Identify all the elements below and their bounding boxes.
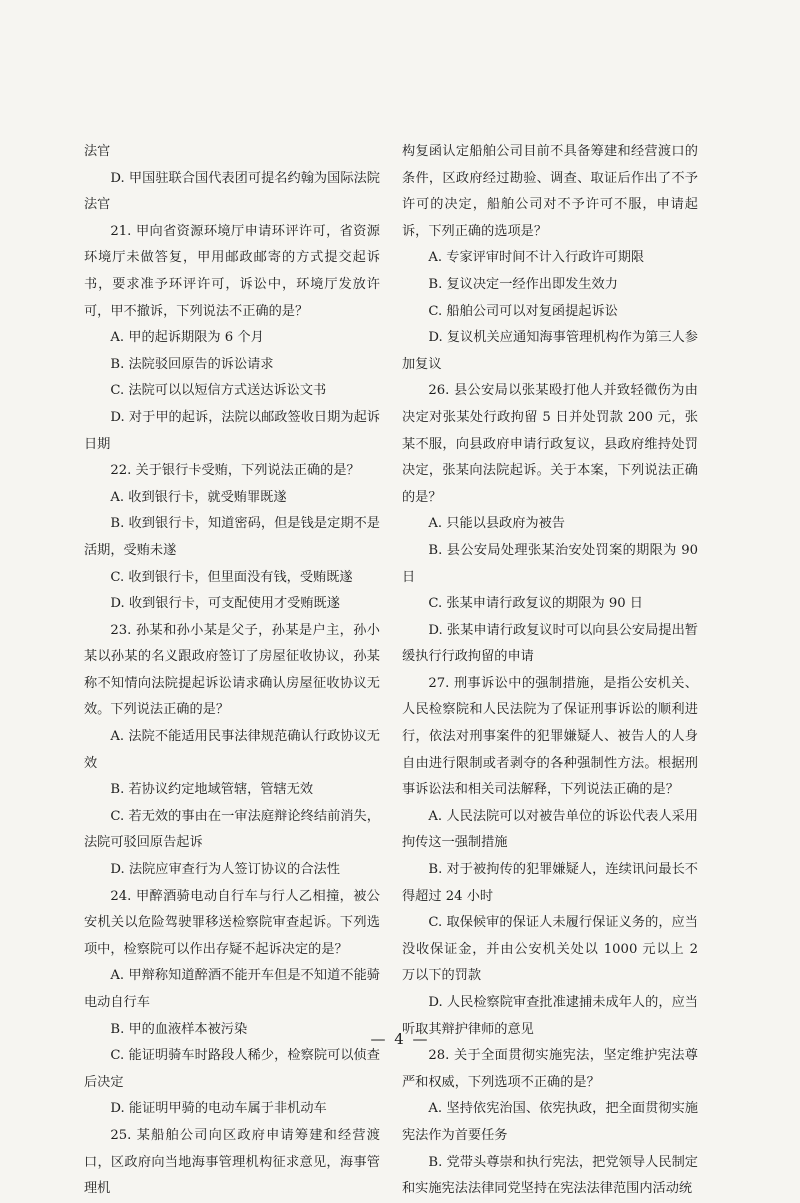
- q21-stem: 21. 甲向省资源环境厅申请环评许可，省资源环境厅未做答复，甲用邮政邮寄的方式提交起诉书，要求准予环评许可，诉讼中，环境厅发放许可，甲不撤诉，下列说法不正确的是？: [84, 223, 380, 319]
- q25-option-a: A. 专家评审时间不计入行政许可期限: [428, 250, 645, 266]
- q25-option-d: D. 复议机关应通知海事管理机构作为第三人参加复议: [402, 330, 698, 372]
- q20-option-d-continuation: 法官: [84, 144, 111, 159]
- q23-option-c: C. 若无效的事由在一审法庭辩论终结前消失，法院可驳回原告起诉: [84, 808, 380, 851]
- q25-stem-start: 25. 某船舶公司向区政府申请筹建和经营渡口，区政府向当地海事管理机构征求意见，海事管理机: [84, 1127, 380, 1197]
- q24-stem: 24. 甲醉酒骑电动自行车与行人乙相撞，被公安机关以危险驾驶罪移送检察院审查起诉。下列选项中，检察院可以作出存疑不起诉决定的是？: [84, 888, 380, 957]
- q27-option-c: C. 取保候审的保证人未履行保证义务的，应当没收保证金，并由公安机关处以 1000 元以上 2 万以下的罚款: [402, 915, 698, 984]
- q21-option-d: D. 对于甲的起诉，法院以邮政签收日期为起诉日期: [84, 409, 380, 452]
- q27-option-d: D. 人民检察院审查批准逮捕未成年人的，应当听取其辩护律师的意见: [402, 995, 698, 1037]
- q25-option-c: C. 船舶公司可以对复函提起诉讼: [428, 303, 618, 319]
- q26-option-a: A. 只能以县政府为被告: [428, 516, 565, 532]
- q28-option-a: A. 坚持依宪治国、依宪执政，把全面贯彻实施宪法作为首要任务: [402, 1101, 698, 1143]
- q26-option-c: C. 张某申请行政复议的期限为 90 日: [428, 596, 643, 612]
- q22-stem: 22. 关于银行卡受贿，下列说法正确的是？: [110, 463, 360, 479]
- q21-option-c: C. 法院可以以短信方式送达诉讼文书: [110, 383, 327, 399]
- q23-option-b: B. 若协议约定地域管辖，管辖无效: [110, 782, 314, 798]
- q27-option-a: A. 人民法院可以对被告单位的诉讼代表人采用拘传这一强制措施: [402, 808, 698, 851]
- q22-option-d: D. 收到银行卡，可支配使用才受贿既遂: [110, 596, 340, 612]
- q27-option-b: B. 对于被拘传的犯罪嫌疑人，连续讯问最长不得超过 24 小时: [402, 862, 698, 904]
- q24-option-c: C. 能证明骑车时路段人稀少，检察院可以侦查后决定: [84, 1048, 380, 1090]
- q25-option-b: B. 复议决定一经作出即发生效力: [428, 276, 618, 292]
- q24-option-a: A. 甲辩称知道醉酒不能开车但是不知道不能骑电动自行车: [84, 968, 380, 1010]
- q26-option-b: B. 县公安局处理张某治安处罚案的期限为 90 日: [402, 542, 698, 585]
- q24-option-b: B. 甲的血液样本被污染: [110, 1021, 248, 1037]
- q21-option-b: B. 法院驳回原告的诉讼请求: [110, 356, 274, 372]
- q22-option-a: A. 收到银行卡，就受贿罪既遂: [110, 489, 287, 505]
- q23-option-a: A. 法院不能适用民事法律规范确认行政协议无效: [84, 729, 380, 771]
- q25-stem-continuation: 构复函认定船舶公司目前不具备筹建和经营渡口的条件，区政府经过勘验、调查、取证后作出了不予许可的决定，船舶公司对不予许可不服，申请起诉，下列正确的选项是？: [402, 144, 698, 239]
- q28-stem: 28. 关于全面贯彻实施宪法，坚定维护宪法尊严和权威，下列选项不正确的是？: [402, 1048, 698, 1090]
- q26-stem: 26. 县公安局以张某殴打他人并致轻微伤为由决定对张某处行政拘留 5 日并处罚款 200 元，张某不服，向县政府申请行政复议，县政府维持处罚决定，张某向法院起诉。关于本案，下列说法正确的是？: [402, 383, 698, 505]
- q22-option-c: C. 收到银行卡，但里面没有钱，受贿既遂: [110, 569, 353, 585]
- page-number: — 4 —: [370, 1030, 430, 1048]
- q28-option-b: B. 党带头尊崇和执行宪法，把党领导人民制定和实施宪法法律同党坚持在宪法法律范围内活动统: [402, 1154, 698, 1197]
- q20-option-d: D. 甲国驻联合国代表团可提名约翰为国际法院法官: [84, 170, 380, 213]
- q24-option-d: D. 能证明甲骑的电动车属于非机动车: [110, 1101, 327, 1117]
- q26-option-d: D. 张某申请行政复议时可以向县公安局提出暂缓执行行政拘留的申请: [402, 622, 698, 665]
- q21-option-a: A. 甲的起诉期限为 6 个月: [110, 330, 264, 346]
- q22-option-b: B. 收到银行卡，知道密码，但是钱是定期不是活期，受贿未遂: [84, 516, 380, 558]
- q27-stem: 27. 刑事诉讼中的强制措施，是指公安机关、人民检察院和人民法院为了保证刑事诉讼的顺利进行，依法对刑事案件的犯罪嫌疑人、被告人的人身自由进行限制或者剥夺的各种强制性方法。根据刑事诉讼法和相关司法解释，下列说法正确的是？: [402, 675, 698, 798]
- q23-stem: 23. 孙某和孙小某是父子，孙某是户主，孙小某以孙某的名义跟政府签订了房屋征收协议，孙某称不知情向法院提起诉讼请求确认房屋征收协议无效。下列说法正确的是？: [84, 622, 380, 718]
- q23-option-d: D. 法院应审查行为人签订协议的合法性: [110, 862, 340, 878]
